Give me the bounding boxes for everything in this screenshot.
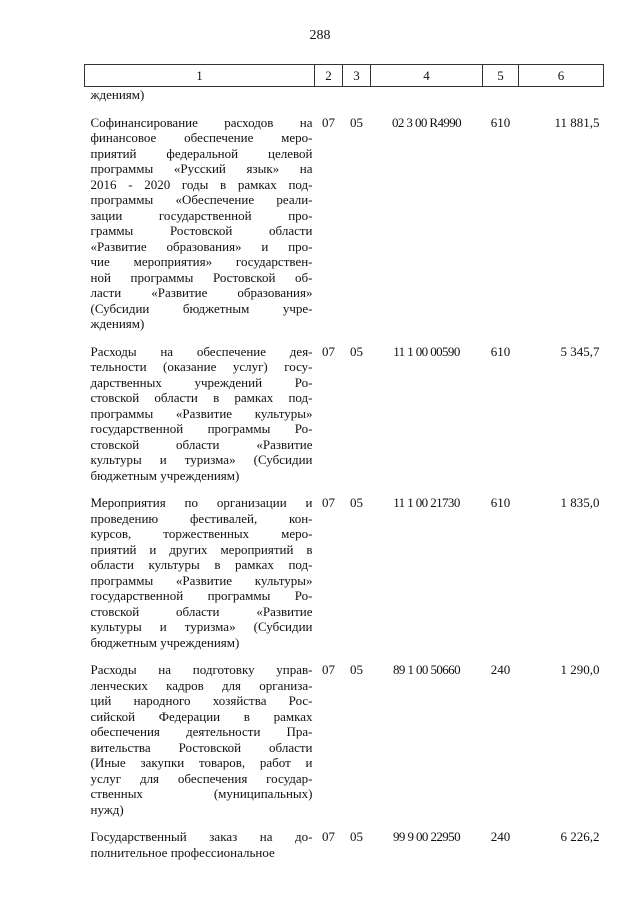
header-col-3: 3: [343, 65, 371, 87]
amount: 5 345,7: [560, 343, 600, 359]
desc-line: граммы Ростовской области: [90, 223, 313, 238]
continuation-text: [85, 87, 315, 115]
desc-line: обеспечения деятельности Пра-: [90, 724, 313, 739]
desc-line: области культуры в рамках под-: [90, 557, 313, 572]
budget-table: [84, 64, 604, 872]
desc-line: чие мероприятия» государствен-: [90, 254, 313, 269]
expense-type-code: 240: [490, 829, 511, 844]
header-col-2: 2: [315, 65, 343, 87]
desc-line: вительства Ростовской области: [90, 739, 313, 755]
row-description: [85, 495, 315, 662]
desc-line: программы «Развитие культуры»: [90, 405, 313, 421]
row-description: [85, 344, 315, 496]
amount: 1 290,0: [560, 662, 600, 677]
desc-line: программы «Обеспечение реали-: [90, 192, 313, 207]
expense-type-code: 610: [490, 343, 511, 359]
amount: 11 881,5: [554, 114, 600, 130]
desc-line: приятий и других мероприятий в: [90, 541, 313, 557]
table-row: [85, 829, 604, 872]
section-code: 07: [322, 829, 335, 844]
target-article-code: 99 9 00 22950: [393, 829, 460, 844]
amount: 1 835,0: [560, 495, 600, 510]
desc-line: дарственных учреждений Ро-: [90, 374, 313, 390]
desc-line: проведению фестивалей, кон-: [90, 510, 313, 526]
row-description: [85, 662, 315, 829]
desc-line: «Развитие образования» и про-: [90, 238, 313, 254]
desc-line: государственной программы Ро-: [90, 588, 313, 603]
desc-line: (Иные закупки товаров, работ и: [90, 755, 313, 770]
subsection-code: 05: [350, 114, 363, 130]
desc-line: государственной программы Ро-: [90, 421, 313, 436]
section-code: 07: [322, 114, 335, 130]
desc-line: программы «Русский язык» на: [90, 161, 313, 176]
target-article-code: 11 1 00 00590: [393, 343, 460, 359]
header-col-1: 1: [85, 65, 315, 87]
desc-line: культуры и туризма» (Субсидии: [90, 619, 313, 634]
target-article-code: 02 3 00 R4990: [391, 114, 462, 130]
expense-type-code: 240: [490, 662, 511, 677]
desc-line: Софинансирование расходов на: [90, 114, 313, 130]
section-code: 07: [322, 662, 335, 677]
expense-type-code: 610: [490, 495, 511, 510]
desc-line: стовской области «Развитие: [90, 603, 313, 619]
row-description: [85, 829, 315, 872]
section-code: 07: [322, 343, 335, 359]
desc-line: бюджетным учреждениям): [90, 634, 240, 650]
desc-line: (Субсидии бюджетным учре-: [90, 300, 313, 316]
subsection-code: 05: [350, 495, 363, 510]
desc-line: финансовое обеспечение меро-: [90, 130, 313, 145]
expense-type-code: 610: [490, 114, 511, 130]
table-row: [85, 662, 604, 829]
amount: 6 226,2: [560, 829, 600, 844]
header-col-5: 5: [483, 65, 519, 87]
desc-line: ной программы Ростовской об-: [90, 269, 313, 285]
desc-line: полнительное профессиональное: [90, 844, 275, 860]
desc-line: Мероприятия по организации и: [90, 495, 313, 510]
header-col-6: 6: [519, 65, 604, 87]
desc-line: сийской Федерации в рамках: [90, 708, 313, 724]
continuation-row: [85, 87, 604, 115]
desc-line: программы «Развитие культуры»: [90, 572, 313, 588]
subsection-code: 05: [350, 829, 363, 844]
row-description: [85, 115, 315, 344]
desc-line: услуг для обеспечения государ-: [90, 770, 313, 786]
desc-line: ций народного хозяйства Рос-: [90, 693, 313, 708]
desc-line: курсов, торжественных меро-: [90, 526, 313, 541]
desc-line: 2016 - 2020 годы в рамках под-: [90, 176, 313, 192]
desc-line: тельности (оказание услуг) госу-: [90, 359, 313, 374]
page-number: 288: [309, 28, 331, 43]
desc-line: зации государственной про-: [90, 207, 313, 223]
desc-line: ждениям): [90, 316, 145, 331]
header-col-4: 4: [371, 65, 483, 87]
subsection-code: 05: [350, 343, 363, 359]
table-row: [85, 495, 604, 662]
desc-line: Государственный заказ на до-: [90, 829, 313, 844]
desc-line: ждениям): [90, 87, 145, 102]
table-row: [85, 344, 604, 496]
header-row: [85, 65, 604, 87]
desc-line: стовской области в рамках под-: [90, 390, 313, 405]
desc-line: ленческих кадров для организа-: [90, 677, 313, 693]
desc-line: стовской области «Развитие: [90, 436, 313, 452]
desc-line: бюджетным учреждениям): [90, 467, 240, 483]
table-row: [85, 115, 604, 344]
target-article-code: 89 1 00 50660: [393, 662, 460, 677]
desc-line: Расходы на обеспечение дея-: [90, 343, 313, 359]
subsection-code: 05: [350, 662, 363, 677]
desc-line: культуры и туризма» (Субсидии: [90, 452, 313, 467]
desc-line: приятий федеральной целевой: [90, 145, 313, 161]
desc-line: ственных (муниципальных): [90, 786, 313, 801]
target-article-code: 11 1 00 21730: [393, 495, 460, 510]
desc-line: ласти «Развитие образования»: [90, 285, 313, 300]
section-code: 07: [322, 495, 335, 510]
desc-line: Расходы на подготовку управ-: [90, 662, 313, 677]
desc-line: нужд): [90, 801, 124, 817]
